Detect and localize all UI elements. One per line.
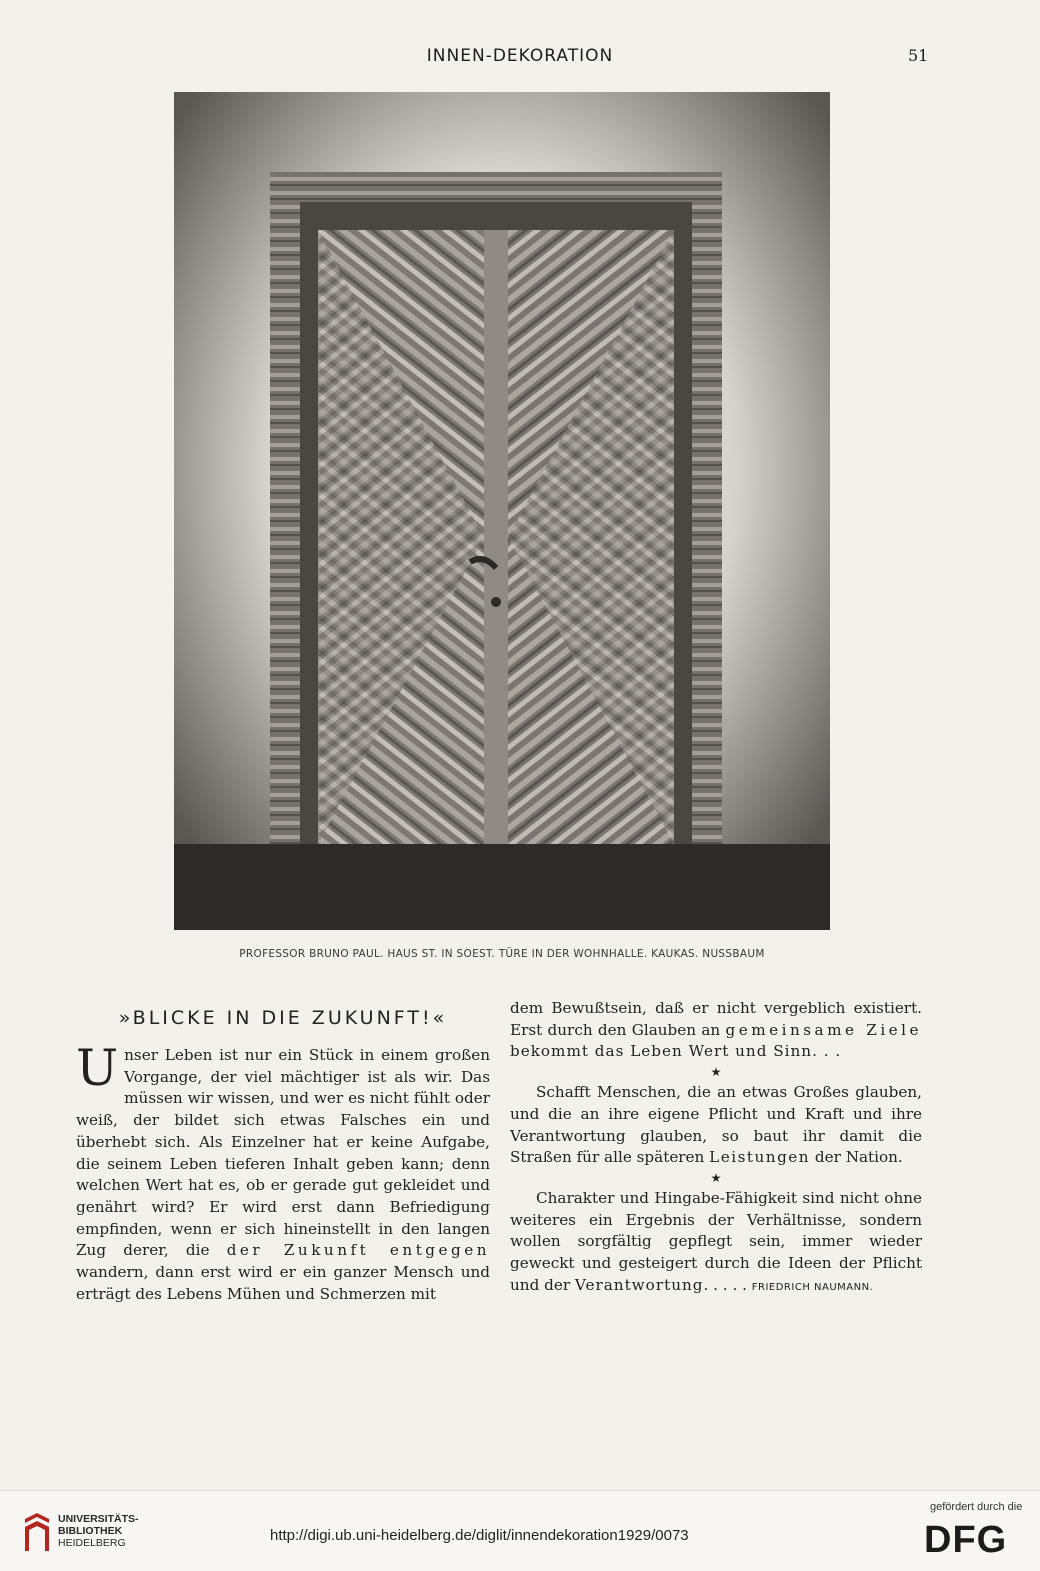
spaced-emphasis: der Zukunft entgegen: [226, 1241, 491, 1260]
paragraph-2: [510, 1082, 922, 1169]
paragraph-1-continued-tail: bekommt das Leben Wert und Sinn. . .: [510, 1042, 842, 1061]
university-library-logo-icon: [22, 1511, 52, 1555]
dfg-logo: DFG: [924, 1519, 1008, 1561]
viewer-footer: [0, 1490, 1040, 1571]
paragraph-1-continued: [510, 998, 922, 1063]
paragraph-3: [510, 1188, 922, 1299]
funding-label: gefördert durch die: [930, 1501, 1023, 1513]
drop-cap: U: [76, 1039, 119, 1097]
keyhole: [491, 597, 501, 607]
article-title: »BLICKE IN DIE ZUKUNFT!«: [118, 1007, 448, 1029]
floor: [174, 844, 830, 930]
door-illustration: [174, 92, 830, 930]
paragraph-3-text: Charakter und Hingabe-Fähigkeit sind nicht ohne weiteres ein Ergebnis der Verhältnisse, sondern wollen sorgfältig gepflegt sein, immer wieder geweckt und gesteigert durch die Ideen der Pflicht und der: [510, 1188, 922, 1294]
article-column-left: [76, 998, 490, 1305]
paragraph-1-lead: nser Leben ist nur ein Stück in einem großen Vorgange, der viel mächtiger ist als wir. Das müssen wir wissen, und wer es nicht fühlt oder weiß, der bildet sich etwas Falsches ein und überhebt sich. Als Einzelner hat er keine Aufgabe, die seinem Leben tieferen Inhalt geben kann; denn welchen Wert hat es, ob er gerade gut gekleidet und genährt wird? Er wird erst dann Befriedigung empfinden, wenn er sich hineinstellt in den langen Zug derer, die: [76, 1046, 490, 1260]
library-name-line-2: BIBLIOTHEK: [58, 1525, 123, 1537]
door-photograph: [174, 92, 830, 930]
paragraph-2-tail: der Nation.: [814, 1148, 903, 1167]
spaced-emphasis: Leistungen: [709, 1148, 811, 1167]
paragraph-2-text: Schafft Menschen, die an etwas Großes glauben, und die an ihre eigene Pflicht und Kraft und ihre Verantwortung glauben, so baut ihr damit die Straßen für alle späteren: [510, 1083, 922, 1167]
spaced-emphasis: Verantwortung: [574, 1275, 704, 1294]
page-number: 51: [908, 46, 929, 65]
library-name: [58, 1513, 139, 1549]
paragraph-1: [76, 1039, 491, 1305]
running-title: INNEN-DEKORATION: [426, 46, 614, 66]
author-name: FRIEDRICH NAUMANN.: [751, 1281, 874, 1293]
article-column-right: [510, 998, 922, 1298]
permalink-url[interactable]: http://digi.ub.uni-heidelberg.de/diglit/innendekoration1929/0073: [270, 1527, 689, 1544]
paragraph-3-ellipsis: . . . . .: [703, 1275, 747, 1294]
spaced-emphasis: gemeinsame Ziele: [725, 1020, 923, 1039]
door-center-stile: [484, 230, 508, 844]
star-separator: ★: [710, 1065, 722, 1080]
star-separator: ★: [710, 1170, 722, 1185]
paragraph-1-tail: wandern, dann erst wird er ein ganzer Mensch und erträgt des Lebens Mühen und Schmerzen mit: [76, 1263, 490, 1303]
library-name-line-3: HEIDELBERG: [58, 1537, 126, 1549]
library-name-line-1: UNIVERSITÄTS-: [58, 1513, 139, 1525]
paragraph-1-continued-text: dem Bewußtsein, daß er nicht vergeblich existiert. Erst durch den Glauben an: [510, 999, 922, 1039]
figure-caption: PROFESSOR BRUNO PAUL. HAUS ST. IN SOEST. TÜRE IN DER WOHNHALLE. KAUKAS. NUSSBAUM: [239, 948, 765, 960]
